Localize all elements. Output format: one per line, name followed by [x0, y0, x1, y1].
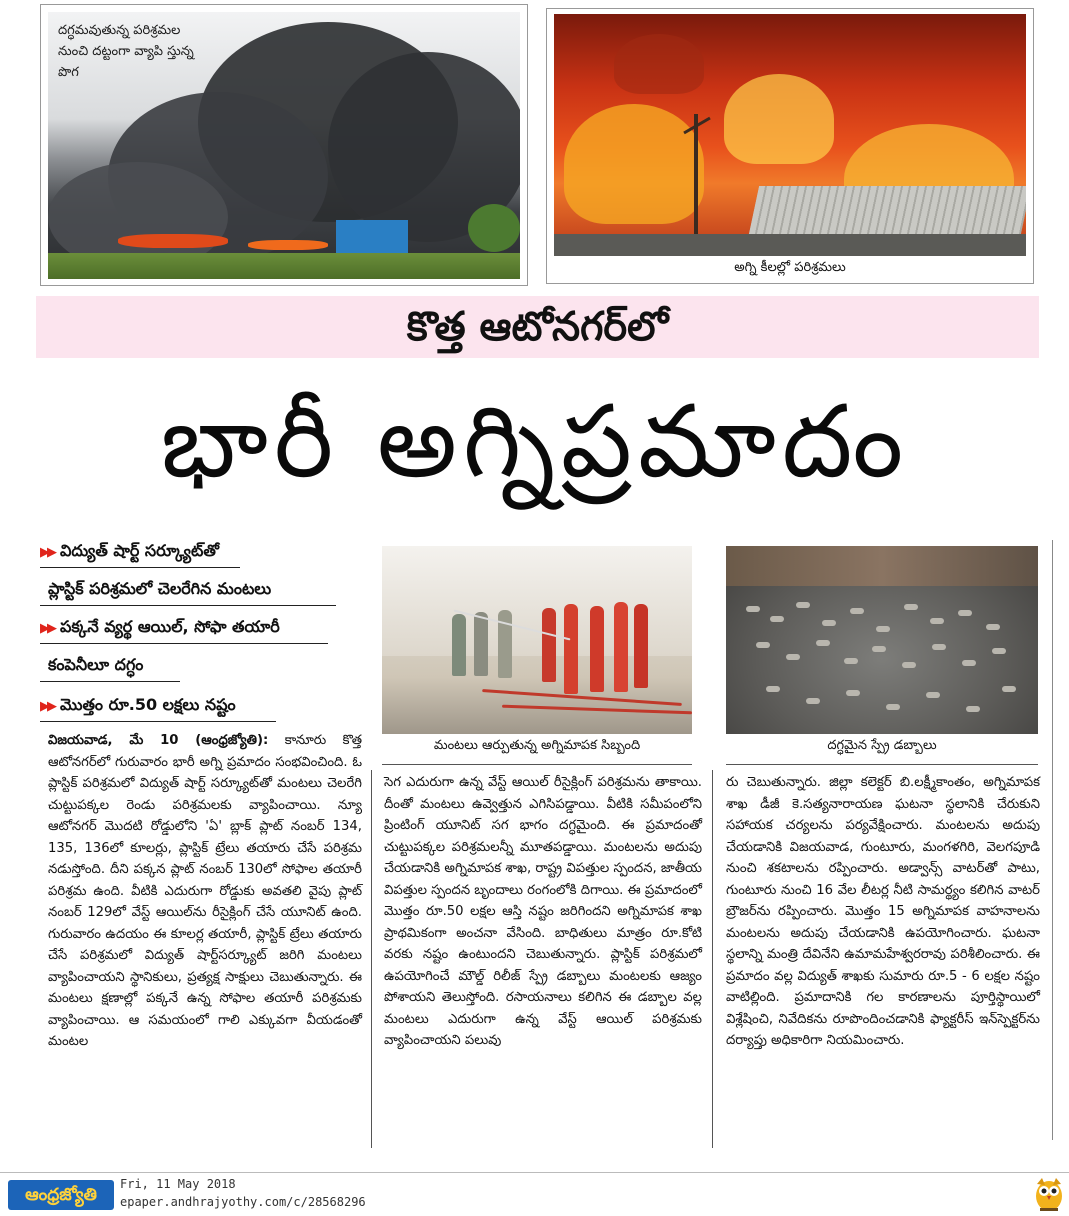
burnt-cans-photo-caption: దగ్ధమైన స్ప్రే డబ్బాలు — [827, 738, 937, 753]
article-column-3 — [726, 772, 1040, 1148]
bullet-2-line1: ▶▶ పక్కనే వ్యర్థ ఆయిల్, సోఫా తయారీ — [40, 617, 280, 636]
firefighters-photo-caption: మంటలు ఆర్పుతున్న అగ్నిమాపక సిబ్బంది — [433, 738, 641, 753]
burnt-cans-photo — [726, 546, 1038, 734]
footer-date: Fri, 11 May 2018 — [120, 1177, 236, 1191]
article-column-2 — [384, 772, 702, 1148]
bullet-3-line1: ▶▶ మొత్తం రూ.50 లక్షలు నష్టం — [40, 695, 236, 714]
bullet-rule — [40, 643, 328, 644]
article-column-1-text: కానూరు కొత్త ఆటోనగర్‌లో గురువారం భారీ అగ్ని ప్రమాదం సంభవించింది. ఓ ప్లాస్టిక్ పరిశ్రమలో విద్యుత్ షార్ట్ సర్క్యూట్‌తో మంటలు చెలరేగి చుట్టుపక్కల రెండు పరిశ్రమలకు వ్యాపించాయి. న్యూ ఆటోనగర్ మొదటి రోడ్డులోని 'ఏ' బ్లాక్ ప్లాట్ నంబర్ 134, 135, 136లో కూలర్లు, ప్లాస్టిక్ ట్రేలు తయారు చేసే పరిశ్రమ నడుస్తోంది. దీని పక్కన ప్లాట్ నంబర్ 130లో సోఫాల తయారీ పరిశ్రమ ఉంది. వీటికి ఎదురుగా రోడ్డుకు అవతలి వైపు ప్లాట్ నంబర్ 129లో వేస్ట్ ఆయిల్‌ను రీసైక్లింగ్ చేసే యూనిట్ ఉంది. గురువారం ఉదయం ఈ కూలర్ల తయారీ, ప్లాస్టిక్ ట్రేలు తయారు చేసే పరిశ్రమలో విద్యుత్ షార్ట్‌సర్క్యూట్ జరిగి మంటలు వ్యాపించాయని స్థానికులు, ప్రత్యక్ష సాక్షులు చెబుతున్నారు. ఈ మంటలు క్షణాల్లో పక్కనే ఉన్న సోఫాల తయారీ పరిశ్రమకు వ్యాపించాయి. ఆ సమయంలో గాలి ఎక్కువగా వీయడంతో మంటల — [48, 733, 362, 1049]
article-dateline: విజయవాడ, మే 10 (ఆంధ్రజ్యోతి): — [48, 733, 269, 748]
bullet-1-line1: ▶▶ విద్యుత్ షార్ట్ సర్క్యూట్‌తో — [40, 541, 220, 560]
caption-rule — [382, 764, 692, 765]
column-rule — [1052, 540, 1053, 1140]
double-chevron-icon: ▶▶ — [40, 545, 54, 560]
headline-main: భారీ అగ్నిప్రమాదం — [160, 383, 910, 500]
headline-kicker: కొత్త ఆటోనగర్‌లో — [406, 304, 669, 350]
bullet-rule — [40, 605, 336, 606]
double-chevron-icon: ▶▶ — [40, 699, 54, 714]
flames-photo-caption: అగ్ని కీలల్లో పరిశ్రమలు — [734, 260, 846, 275]
firefighters-photo — [382, 546, 692, 734]
bullet-rule — [40, 721, 276, 722]
owl-icon — [1034, 1176, 1064, 1212]
article-column-2-text: సెగ ఎదురుగా ఉన్న వేస్ట్ ఆయిల్ రీసైక్లింగ్ పరిశ్రమను తాకాయి. దీంతో మంటలు ఉవ్వెత్తున ఎగిసిపడ్డాయి. వీటికి సమీపంలోని ప్రింటింగ్ యూనిట్ సగ భాగం దగ్ధమైంది. ఈ ప్రమాదంతో చుట్టుపక్కల పరిశ్రమలన్నీ మూతపడ్డాయి. మంటలను అదుపు చేయడానికి అగ్నిమాపక శాఖ, రాష్ట్ర విపత్తుల స్పందన, జాతీయ విపత్తుల స్పందన బృందాలు రంగంలోకి దిగాయి. ఈ ప్రమాదంలో మొత్తం రూ.50 లక్షల ఆస్తి నష్టం జరిగిందని అగ్నిమాపక శాఖ ప్రాథమికంగా అంచనా వేసింది. బాధితులు మాత్రం రూ.కోటి వరకు నష్టం ఉంటుందని చెబుతున్నారు. ప్లాస్టిక్ పరిశ్రమలో ఉపయోగించే మౌల్డ్ రిలీజ్ స్ప్రే డబ్బాలు మంటలకు ఆజ్యం పోశాయని తెలుస్తోంది. రసాయనాలు కలిగిన ఈ డబ్బాల వల్ల మంటలు ఎదురుగా ఉన్న వేస్ట్ ఆయిల్ పరిశ్రమకు వ్యాపించాయని పలువు — [384, 775, 702, 1048]
double-chevron-icon: ▶▶ — [40, 621, 54, 636]
footer-url[interactable]: epaper.andhrajyothy.com/c/28568296 — [120, 1195, 366, 1209]
article-column-3-text: రు చెబుతున్నారు. జిల్లా కలెక్టర్ బి.లక్ష్మీకాంతం, అగ్నిమాపక శాఖ డీజీ కె.సత్యనారాయణ ఘటనా స్థలానికి చేరుకుని సహాయక చర్యలను పర్యవేక్షించారు. మంటలను అదుపు చేయడానికి విజయవాడ, గుంటూరు, మంగళగిరి, వెలగపూడి నుంచి శకటాలను రప్పించారు. అడ్వాన్స్ వాటర్‌తో పాటు, గుంటూరు నుంచి 16 వేల లీటర్ల నీటి సామర్థ్యం కలిగిన వాటర్ బ్రౌజర్‌ను రప్పించారు. మొత్తం 15 అగ్నిమాపక వాహనాలను మంటలను అదుపు చేయడానికి ఉపయోగించారు. ఘటనా స్థలాన్ని మంత్రి దేవినేని ఉమామహేశ్వరరావు పరిశీలించారు. ఈ ప్రమాదం వల్ల విద్యుత్ శాఖకు సుమారు రూ.5 - 6 లక్షల నష్టం వాటిల్లింది. ప్రమాదానికి గల కారణాలను పూర్తిస్థాయిలో విశ్లేషించి, నివేదికను రూపొందించడానికి ఫ్యాక్టరీస్ ఇన్‌స్పెక్టర్‌ను దర్యాప్తు అధికారిగా నియమించారు. — [726, 775, 1040, 1048]
footer-rule — [0, 1172, 1069, 1173]
andhrajyothy-logo: ఆంధ్రజ్యోతి — [8, 1180, 114, 1210]
column-rule — [712, 770, 713, 1148]
flames-photo — [554, 14, 1026, 256]
caption-rule — [726, 764, 1038, 765]
bullet-rule — [40, 681, 180, 682]
bullet-rule — [40, 567, 240, 568]
article-column-1 — [48, 730, 362, 1150]
smoke-photo-caption: దగ్ధమవుతున్న పరిశ్రమల నుంచి దట్టంగా వ్యాపి స్తున్న పొగ — [58, 23, 194, 80]
bullet-2-line2: కంపెనీలూ దగ్ధం — [48, 655, 144, 674]
column-rule — [371, 770, 372, 1148]
bullet-1-line2: ప్లాస్టిక్ పరిశ్రమలో చెలరేగిన మంటలు — [48, 579, 272, 598]
